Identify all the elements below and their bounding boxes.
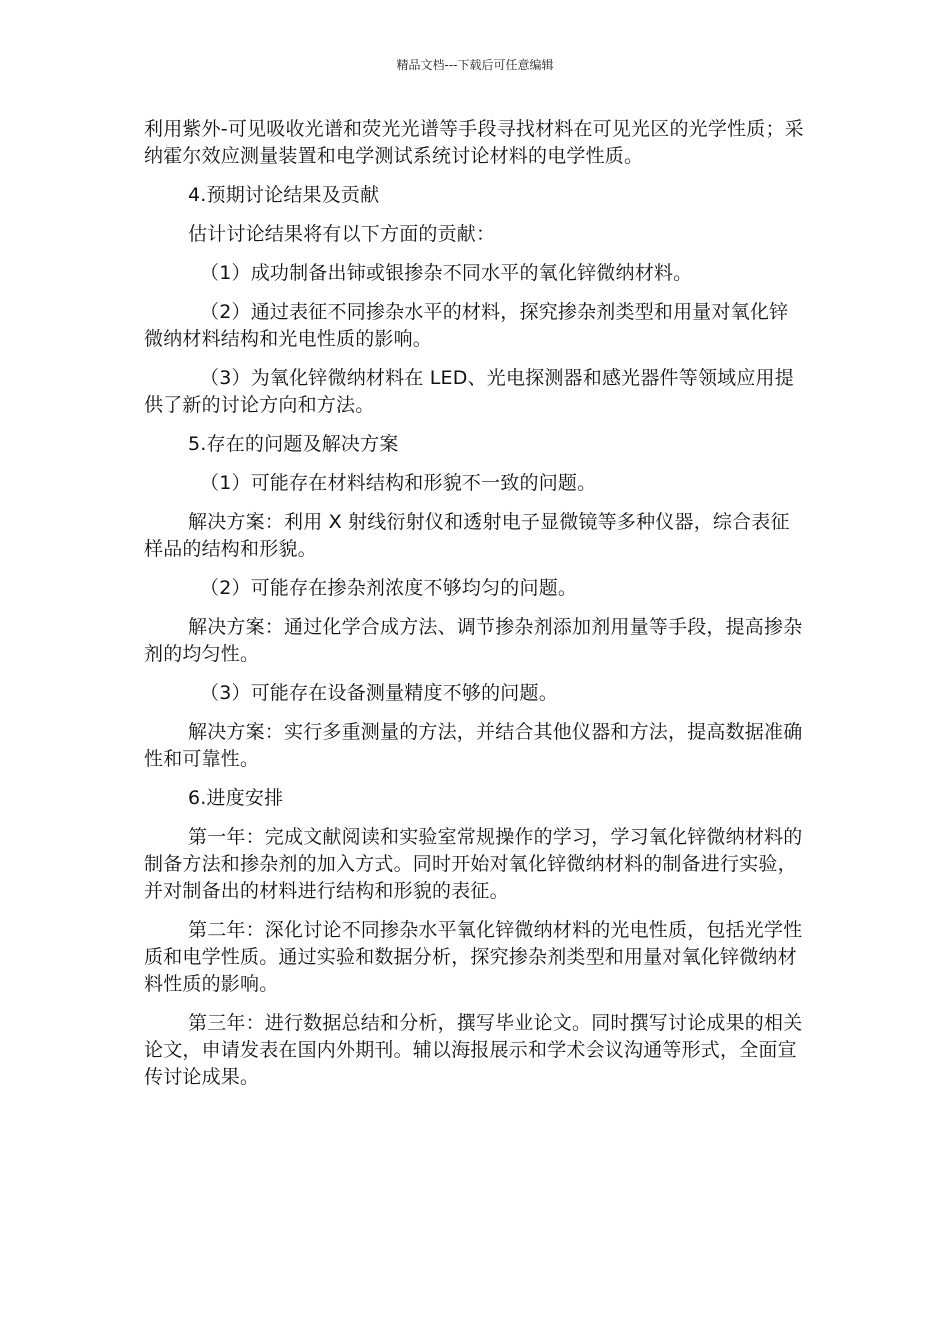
solution-paragraph: 解决方案：通过化学合成方法、调节掺杂剂添加剂用量等手段，提高掺杂剂的均匀性。 — [144, 616, 803, 665]
schedule-paragraph: 第一年：完成文献阅读和实验室常规操作的学习，学习氧化锌微纳材料的制备方法和掺杂剂的加入方式。同时开始对氧化锌微纳材料的制备进行实验，并对制备出的材料进行结构和形貌的表征。 — [144, 826, 803, 902]
problem-item: （2）可能存在掺杂剂浓度不够均匀的问题。 — [200, 577, 578, 599]
list-item: （1）成功制备出铈或银掺杂不同水平的氧化锌微纳材料。 — [200, 262, 693, 284]
problem-item: （1）可能存在材料结构和形貌不一致的问题。 — [200, 472, 597, 494]
list-item: （2）通过表征不同掺杂水平的材料，探究掺杂剂类型和用量对氧化锌微纳材料结构和光电性质的影响。 — [144, 301, 789, 350]
solution-paragraph: 解决方案：利用 X 射线衍射仪和透射电子显微镜等多种仪器，综合表征样品的结构和形貌。 — [144, 511, 790, 560]
problem-item: （3）可能存在设备测量精度不够的问题。 — [200, 682, 558, 704]
list-item: （3）为氧化锌微纳材料在 LED、光电探测器和感光器件等领域应用提供了新的讨论方向和方法。 — [144, 367, 794, 416]
solution-paragraph: 解决方案：实行多重测量的方法，并结合其他仪器和方法，提高数据准确性和可靠性。 — [144, 721, 803, 770]
section-heading-5: 5.存在的问题及解决方案 — [188, 433, 399, 455]
page-header: 精品文档---下载后可任意编辑 — [396, 58, 554, 72]
section-heading-6: 6.进度安排 — [188, 787, 284, 809]
document-body — [144, 116, 804, 1103]
section-heading-4: 4.预期讨论结果及贡献 — [188, 184, 380, 206]
schedule-paragraph: 第二年：深化讨论不同掺杂水平氧化锌微纳材料的光电性质，包括光学性质和电学性质。通过实验和数据分析，探究掺杂剂类型和用量对氧化锌微纳材料性质的影响。 — [144, 919, 803, 995]
schedule-paragraph: 第三年：进行数据总结和分析，撰写毕业论文。同时撰写讨论成果的相关论文，申请发表在国内外期刊。辅以海报展示和学术会议沟通等形式，全面宣传讨论成果。 — [144, 1012, 803, 1088]
paragraph-continuation: 利用紫外-可见吸收光谱和荧光光谱等手段寻找材料在可见光区的光学性质；采纳霍尔效应测量装置和电学测试系统讨论材料的电学性质。 — [144, 118, 804, 167]
paragraph-intro: 估计讨论结果将有以下方面的贡献： — [188, 223, 496, 245]
